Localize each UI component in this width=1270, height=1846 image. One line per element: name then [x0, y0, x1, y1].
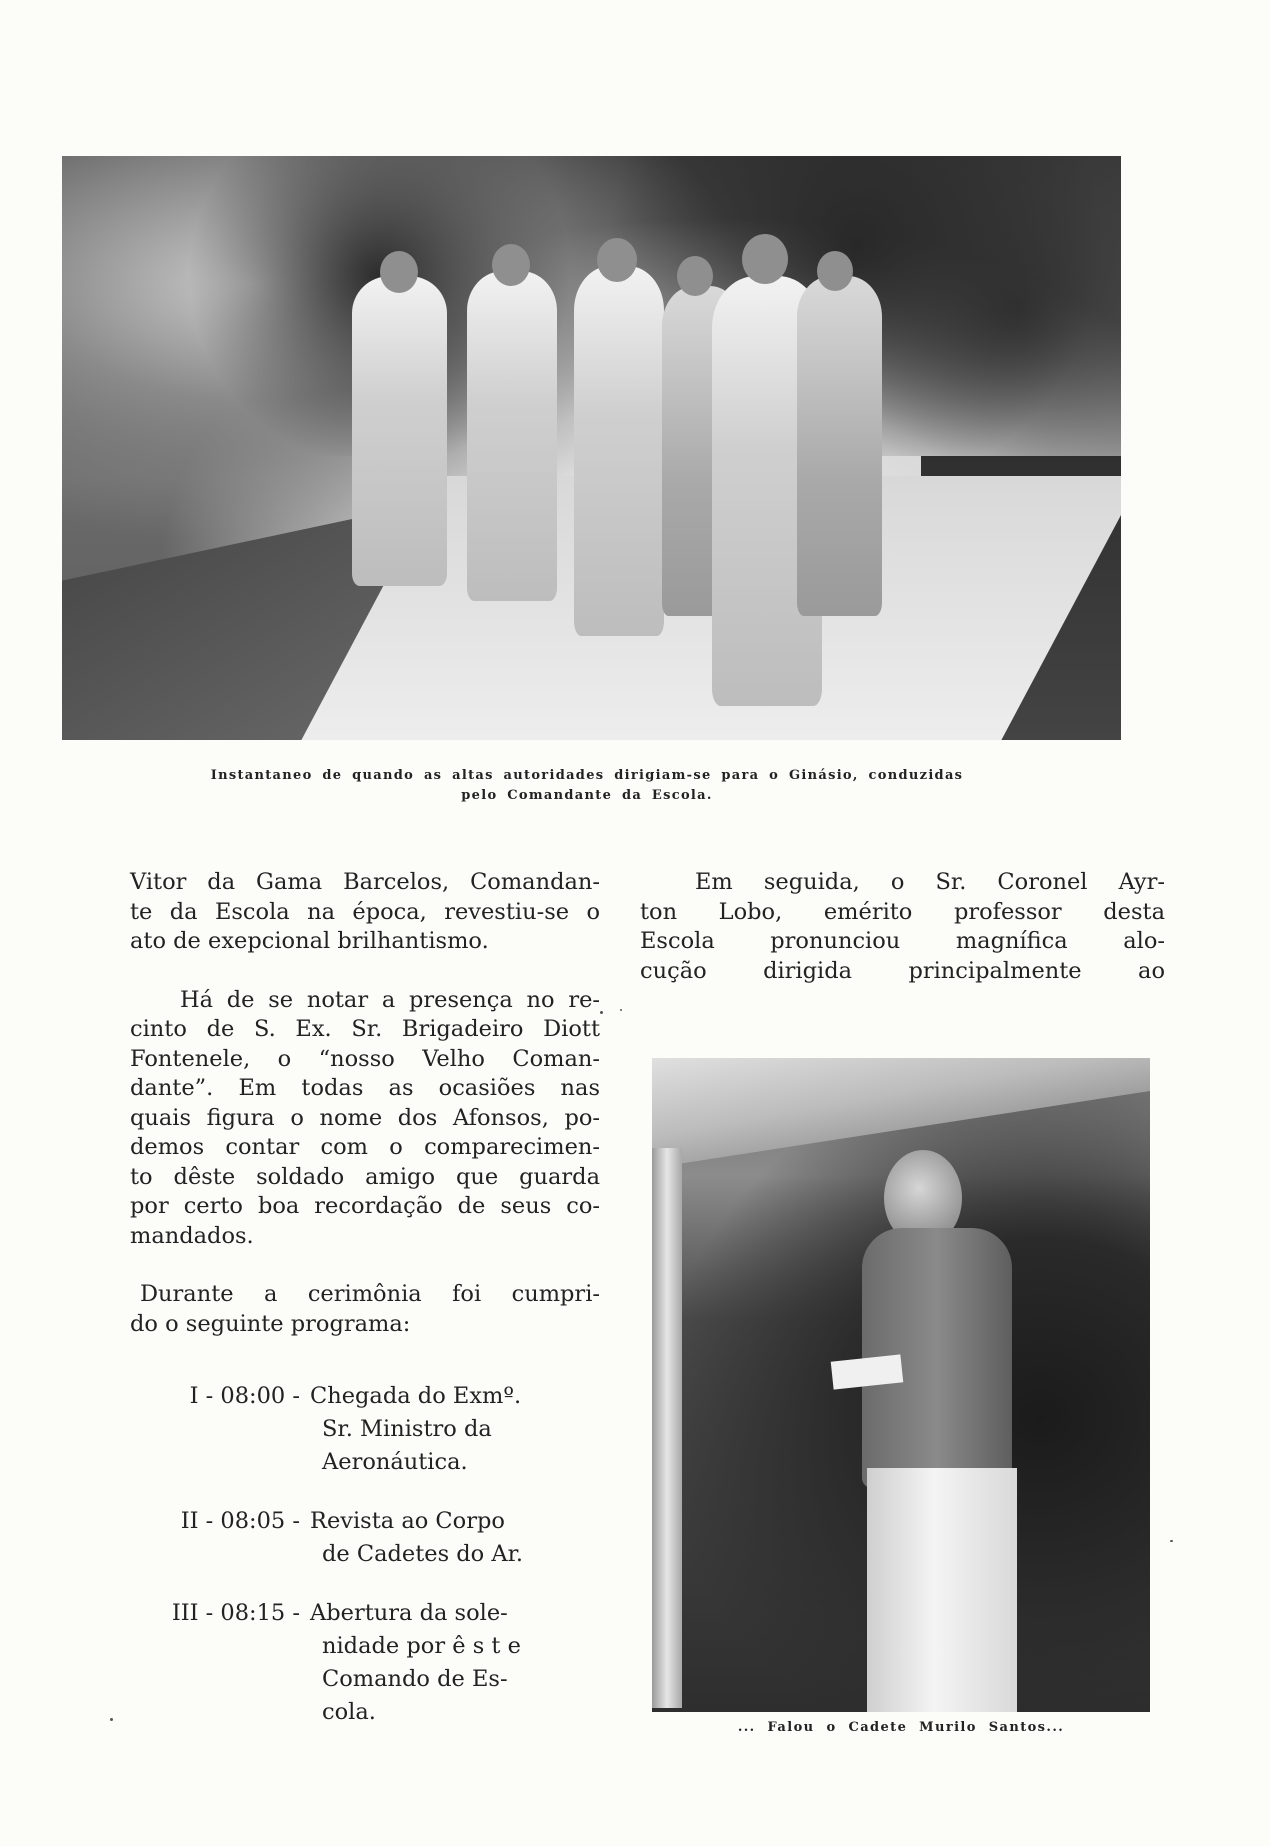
text-line: Vitor da Gama Barcelos, Comandan- [130, 869, 600, 895]
text-line: de Cadetes do Ar. [322, 1541, 524, 1567]
program-item-time: II - 08:05 - [180, 1508, 300, 1534]
photo-pillar [652, 1148, 682, 1708]
photo-figure-officer-4 [797, 276, 882, 616]
photo-figure-head [380, 251, 418, 293]
text-line: dante”. Em todas as ocasiões nas [130, 1075, 600, 1101]
photo-figure-head [597, 238, 637, 282]
program-item [150, 1380, 620, 1479]
caption-line: Instantaneo de quando as altas autoridades dirigiam-se para o Ginásio, conduzidas [210, 768, 964, 783]
text-line: Comando de Es- [322, 1666, 508, 1692]
program-item-text [310, 1380, 580, 1479]
program-item-text [310, 1505, 580, 1571]
paragraph [130, 1280, 600, 1339]
paragraph [130, 868, 600, 957]
text-line: Em seguida, o Sr. Coronel Ayr- [695, 869, 1165, 895]
photo-figure-head [742, 234, 788, 284]
photo-figure-head [817, 251, 853, 291]
scan-speck [1170, 1540, 1173, 1542]
program-item-text [310, 1597, 580, 1729]
paragraph [640, 868, 1165, 986]
right-column-text [640, 868, 1165, 986]
photo-roof [652, 1058, 1150, 1168]
left-column-text [130, 868, 600, 1368]
scan-speck [110, 1718, 113, 1721]
program-item [150, 1505, 620, 1571]
photo-cadet-speaking [652, 1058, 1150, 1712]
text-line: cinto de S. Ex. Sr. Brigadeiro Diott [130, 1016, 600, 1042]
text-line: ato de exepcional brilhantismo. [130, 928, 489, 954]
program-item [150, 1597, 620, 1729]
photo-figure-officer-1 [352, 276, 447, 586]
text-line: ton Lobo, emérito professor desta [640, 898, 1165, 925]
text-line: cução dirigida principalmente ao [640, 957, 1165, 984]
photo-figure-civilian [574, 266, 664, 636]
text-line: demos contar com o comparecimen- [130, 1134, 600, 1160]
text-line: Escola pronunciou magnífica alo- [640, 928, 1165, 954]
paragraph [130, 986, 600, 1252]
photo-officials-walking [62, 156, 1121, 740]
text-line: Há de se notar a presença no re- [180, 986, 600, 1013]
photo-figure-head [677, 256, 713, 296]
scan-speck [620, 1009, 622, 1011]
text-line: Fontenele, o “nosso Velho Coman- [130, 1045, 600, 1072]
text-line: do o seguinte programa: [130, 1310, 411, 1337]
text-line: quais figura o nome dos Afonsos, po- [130, 1104, 600, 1131]
photo-figure-head [492, 244, 530, 286]
photo-caption-right: ... Falou o Cadete Murilo Santos... [737, 1720, 1065, 1735]
text-line: Durante a cerimônia foi cumpri- [140, 1281, 600, 1307]
scan-speck [600, 1011, 603, 1014]
text-line: nidade por ê s t e [322, 1633, 521, 1659]
caption-line: pelo Comandante da Escola. [461, 788, 713, 803]
program-item-time: I - 08:00 - [189, 1383, 300, 1409]
text-line: te da Escola na época, revestiu-se o [130, 898, 600, 925]
text-line: Chegada do Exmº. [310, 1383, 522, 1409]
text-line: to dêste soldado amigo que guarda [130, 1163, 600, 1190]
text-line: cola. [322, 1699, 376, 1725]
text-line: Revista ao Corpo [310, 1508, 505, 1534]
photo-figure-officer-2 [467, 271, 557, 601]
text-line: mandados. [130, 1222, 254, 1249]
text-line: por certo boa recordação de seus co- [130, 1193, 600, 1219]
text-line: Aeronáutica. [322, 1449, 468, 1475]
program-item-time: III - 08:15 - [171, 1600, 300, 1626]
photo-caption-top [112, 766, 1062, 806]
photo-speaker-trousers [867, 1468, 1017, 1712]
ceremony-program [150, 1380, 620, 1755]
text-line: Sr. Ministro da [322, 1416, 492, 1442]
text-line: Abertura da sole- [310, 1600, 508, 1626]
